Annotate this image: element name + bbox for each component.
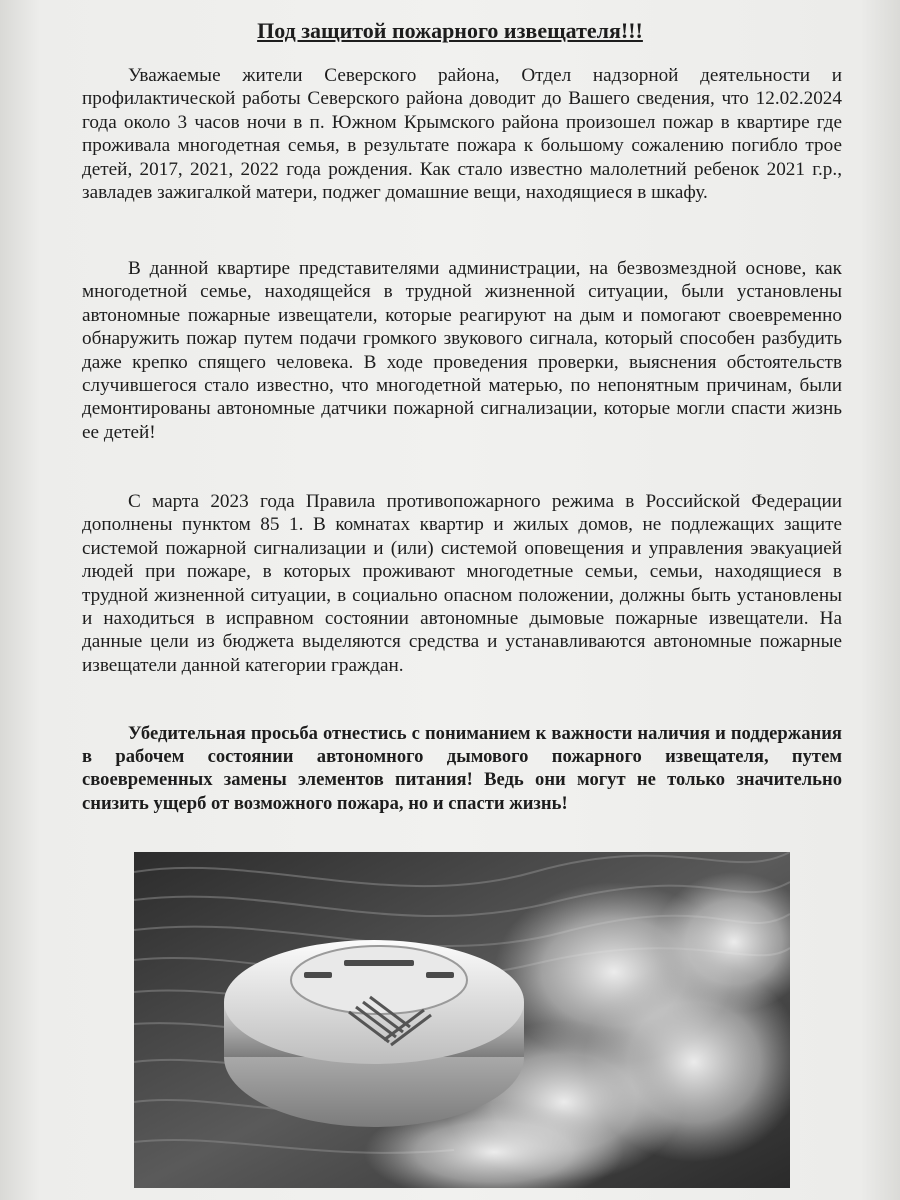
paragraph-incident: Уважаемые жители Северского района, Отдел надзорной деятельности и профилактической работы Северского района доводит до Вашего сведения, что 12.02.2024 года около 3 часов ночи в п. Южном Крымского района произошел пожар в квартире где проживала многодетная семья, в результате пожара к большому сожалению погибло трое детей, 2017, 2021, 2022 года рождения. Как стало известно малолетний ребенок 2021 г.р., завладев зажигалкой матери, поджег домашние вещи, находящиеся в шкафу.: [82, 65, 842, 204]
smoke-detector-device: [224, 940, 524, 1127]
paragraph-detectors: В данной квартире представителями администрации, на безвозмездной основе, как многодетной семье, находящейся в трудной жизненной ситуации, были установлены автономные пожарные извещатели, которые реагируют на дым и помогают своевременно обнаружить пожар путем подачи громкого звукового сигнала, который способен разбудить даже крепко спящего человека. В ходе проведения проверки, выяснения обстоятельств случившегося стало известно, что многодетной матерью, по непонятным причинам, были демонтированы автономные датчики пожарной сигнализации, которые могли спасти жизнь ее детей!: [82, 258, 842, 443]
page-title: Под защитой пожарного извещателя!!!: [257, 18, 643, 43]
paragraph-regulations: С марта 2023 года Правила противопожарного режима в Российской Федерации дополнены пунктом 85 1. В комнатах квартир и жилых домов, не подлежащих защите системой пожарной сигнализации и (или) системой оповещения и управления эвакуацией людей при пожаре, в которых проживают многодетные семьи, семьи, находящиеся в трудной жизненной ситуации, в социально опасном положении, должны быть установлены и находиться в исправном состоянии автономные дымовые пожарные извещатели. На данные цели из бюджета выделяются средства и устанавливаются автономные пожарные извещатели данной категории граждан.: [82, 491, 842, 676]
appeal-paragraph: Убедительная просьба отнестись с пониманием к важности наличия и поддержания в рабочем состоянии автономного дымового пожарного извещателя, путем своевременных замены элементов питания! Ведь они могут не только значительно снизить ущерб от возможного пожара, но и спасти жизнь!: [82, 723, 842, 814]
smoke-detector-photo: [134, 852, 790, 1188]
